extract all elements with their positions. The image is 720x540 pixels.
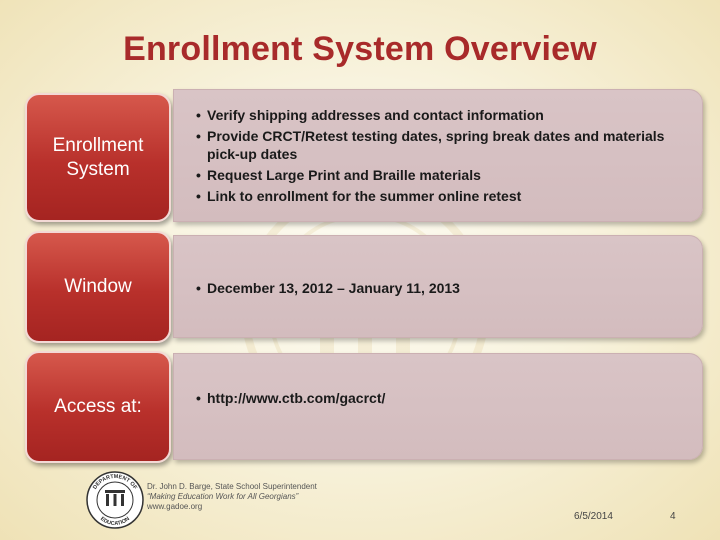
link-text[interactable]: • http://www.ctb.com/gacrct/: [196, 389, 686, 407]
list-item: • Request Large Print and Braille materials: [196, 166, 686, 184]
list-item: • Link to enrollment for the summer online retest: [196, 187, 686, 205]
label-enrollment-system: [25, 93, 171, 222]
list-item: • Provide CRCT/Retest testing dates, spring break dates and materials pick-up dates: [196, 127, 686, 163]
row-label: Access at:: [54, 396, 142, 418]
seal-top-text: DEPARTMENT OF: [92, 473, 138, 491]
slide-date: 6/5/2014: [574, 511, 613, 522]
content-enrollment-system: [173, 89, 703, 222]
department-seal-logo: [85, 470, 145, 530]
list-item: • Verify shipping addresses and contact information: [196, 106, 686, 124]
label-window: [25, 231, 171, 343]
content-access: [173, 353, 703, 460]
content-window: [173, 235, 703, 338]
list-item: • December 13, 2012 – January 11, 2013: [196, 279, 686, 297]
footer-superintendent: Dr. John D. Barge, State School Superintendent: [147, 482, 317, 491]
seal-bottom-text: EDUCATION: [99, 515, 131, 528]
row-label: Window: [64, 276, 132, 298]
footer-motto: “Making Education Work for All Georgians”: [147, 492, 299, 501]
footer-credits: [147, 482, 317, 512]
row-label: Enrollment System: [52, 134, 144, 180]
label-access: [25, 351, 171, 463]
page-title: Enrollment System Overview: [123, 30, 597, 68]
footer-website[interactable]: www.gadoe.org: [147, 502, 203, 511]
page-number: 4: [670, 511, 676, 522]
